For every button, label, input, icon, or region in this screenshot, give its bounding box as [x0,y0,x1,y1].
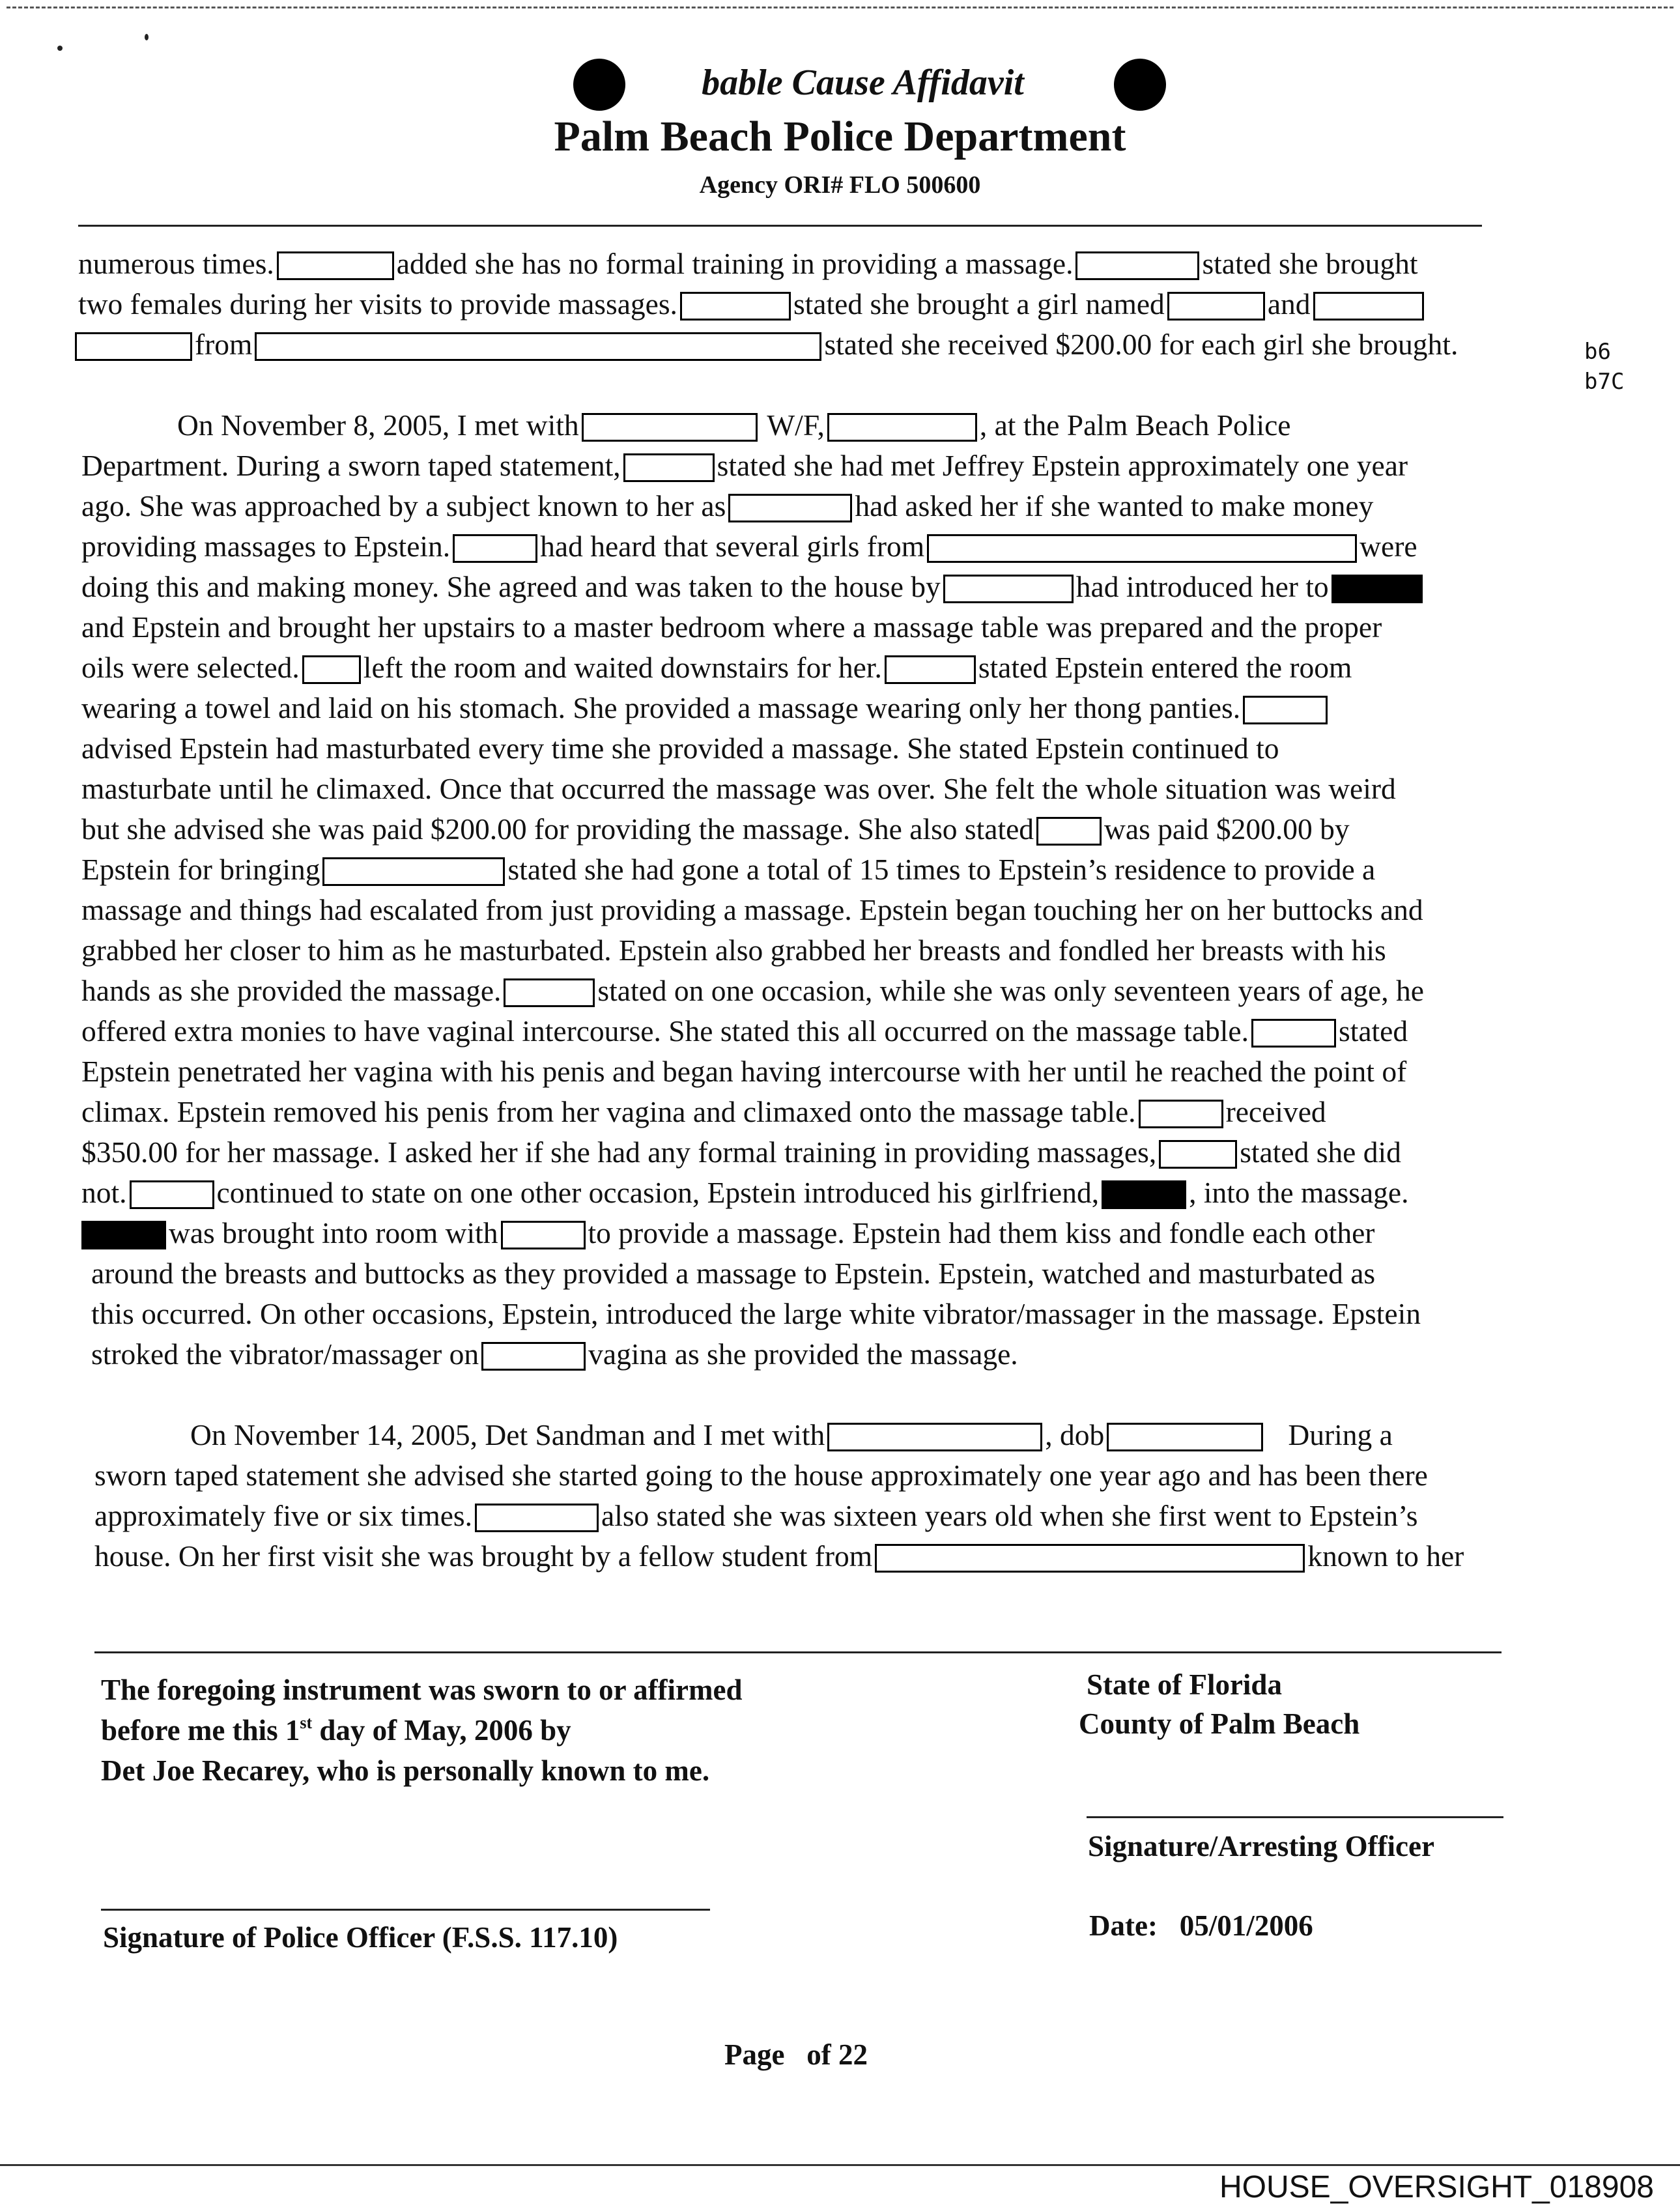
agency-ori: Agency ORI# FLO 500600 [699,171,981,199]
redaction-box [453,534,537,563]
p2-line-23: this occurred. On other occasions, Epstein, introduced the large white vibrator/massager in the massage. Epstein [91,1297,1421,1330]
redaction-box [1075,251,1199,280]
p3-line-1: On November 14, 2005, Det Sandman and I met with , dob During a [190,1418,1393,1451]
p2-line-2: Department. During a sworn taped statement, stated she had met Jeffrey Epstein approximately one year [81,449,1408,482]
p2-line-21: was brought into room with to provide a massage. Epstein had them kiss and fondle each other [81,1213,1374,1253]
redaction-box [322,857,505,886]
p2-line-7: oils were selected. left the room and waited downstairs for her. stated Epstein entered the room [81,651,1352,684]
redaction-box [1107,1423,1263,1451]
redaction-box [1139,1100,1223,1128]
redaction-box [885,655,976,684]
department-title: Palm Beach Police Department [554,113,1126,160]
redaction-box [475,1504,599,1532]
arresting-officer-signature-label: Signature/Arresting Officer [1088,1830,1434,1862]
redaction-box [827,413,977,442]
county-label: County of Palm Beach [1079,1707,1360,1740]
redaction-box [481,1342,586,1371]
date-field: Date: 05/01/2006 [1089,1909,1313,1942]
redaction-box [927,534,1357,563]
p2-line-12: Epstein for bringing stated she had gone a total of 15 times to Epstein’s residence to provide a [81,853,1376,886]
redaction-box [302,655,361,684]
p2-line-19: $350.00 for her massage. I asked her if she had any formal training in providing massages, stated she did [81,1135,1401,1169]
affidavit-title: bable Cause Affidavit [702,63,1024,103]
p3-line-4: house. On her first visit she was brought by a fellow student from known to her [94,1539,1464,1573]
redaction-box [1243,696,1328,724]
p3-line-2: sworn taped statement she advised she started going to the house approximately one year ago and has been there [94,1459,1428,1492]
p1-line-3: from stated she received $200.00 for each girl she brought. [75,324,1458,365]
footer-rule [94,1651,1502,1653]
redaction-box [255,332,821,361]
p2-line-16: offered extra monies to have vaginal intercourse. She stated this all occurred on the massage table. stated [81,1014,1408,1048]
p2-line-11: but she advised she was paid $200.00 for providing the massage. She also stated was paid $200.00 by [81,812,1350,846]
redaction-box [75,332,192,361]
p2-line-18: climax. Epstein removed his penis from her vagina and climaxed onto the massage table. received [81,1095,1326,1128]
bottom-scan-rule [0,2164,1680,2166]
scan-speck [57,46,63,51]
p2-line-8: wearing a towel and laid on his stomach. She provided a massage wearing only her thong panties. [81,688,1330,728]
p1-line-2: two females during her visits to provide massages. stated she brought a girl named and [78,284,1427,324]
redaction-box [1251,1019,1336,1048]
redaction-box [1159,1140,1237,1169]
redaction-box [623,453,715,482]
redaction-box [875,1544,1305,1573]
redaction-filled [1331,575,1423,603]
sworn-statement-line-1: The foregoing instrument was sworn to or affirmed [101,1674,743,1706]
p2-line-4: providing massages to Epstein. had heard that several girls from were [81,530,1417,563]
sworn-statement-line-3: Det Joe Recarey, who is personally known to me. [101,1754,710,1787]
header-rule [78,225,1482,227]
sworn-statement-line-2: before me this 1st day of May, 2006 by [101,1713,571,1747]
scan-speck [145,34,149,40]
p2-line-5: doing this and making money. She agreed and was taken to the house by had introduced her to [81,567,1425,607]
redaction-filled [81,1221,166,1249]
p2-line-1: On November 8, 2005, I met with W/F, , at the Palm Beach Police [177,408,1291,442]
p2-line-14: grabbed her closer to him as he masturbated. Epstein also grabbed her breasts and fondled her breasts with his [81,934,1386,967]
p2-line-24: stroked the vibrator/massager on vagina as she provided the massage. [91,1337,1018,1371]
redaction-box [1313,292,1424,321]
redaction-box [943,575,1074,603]
p2-line-13: massage and things had escalated from just providing a massage. Epstein began touching her on her buttocks and [81,893,1423,926]
p3-line-3: approximately five or six times. also stated she was sixteen years old when she first went to Epstein’s [94,1499,1418,1532]
redaction-box [1167,292,1265,321]
p2-line-9: advised Epstein had masturbated every time she provided a massage. She stated Epstein continued to [81,732,1279,765]
redaction-box [680,292,791,321]
redaction-filled [1102,1180,1186,1209]
redaction-box [827,1423,1042,1451]
date-value: 05/01/2006 [1179,1909,1313,1942]
p2-line-20: not. continued to state on one other occasion, Epstein introduced his girlfriend, , into the massage. [81,1176,1409,1209]
redaction-box [504,978,595,1007]
redaction-box [1036,817,1102,846]
police-signature-line [101,1909,710,1911]
police-officer-signature-label: Signature of Police Officer (F.S.S. 117.10) [103,1921,618,1954]
page-number: Page of 22 [724,2038,868,2071]
redaction-box [582,413,758,442]
redaction-box [277,251,394,280]
arresting-signature-line [1087,1816,1503,1818]
redaction-box [130,1180,214,1209]
p2-line-6: and Epstein and brought her upstairs to a master bedroom where a massage table was prepared and the proper [81,610,1382,644]
p2-line-15: hands as she provided the massage. stated on one occasion, while she was only seventeen years of age, he [81,974,1424,1007]
p2-line-10: masturbate until he climaxed. Once that occurred the massage was over. She felt the whole situation was weird [81,772,1396,805]
p2-line-3: ago. She was approached by a subject known to her as had asked her if she wanted to make money [81,489,1374,522]
bates-number: HOUSE_OVERSIGHT_018908 [1219,2170,1654,2204]
scan-top-border [7,7,1673,8]
margin-code-b7c: b7C [1584,369,1625,395]
state-label: State of Florida [1087,1668,1282,1701]
p2-line-22: around the breasts and buttocks as they provided a massage to Epstein. Epstein, watched and masturbated as [91,1257,1376,1290]
margin-code-b6: b6 [1584,339,1611,365]
redaction-box [728,494,852,522]
p2-line-17: Epstein penetrated her vagina with his penis and began having intercourse with her until he reached the point of [81,1055,1407,1088]
p1-line-1: numerous times. added she has no formal training in providing a massage. stated she brought [78,247,1418,280]
redaction-box [501,1221,586,1249]
